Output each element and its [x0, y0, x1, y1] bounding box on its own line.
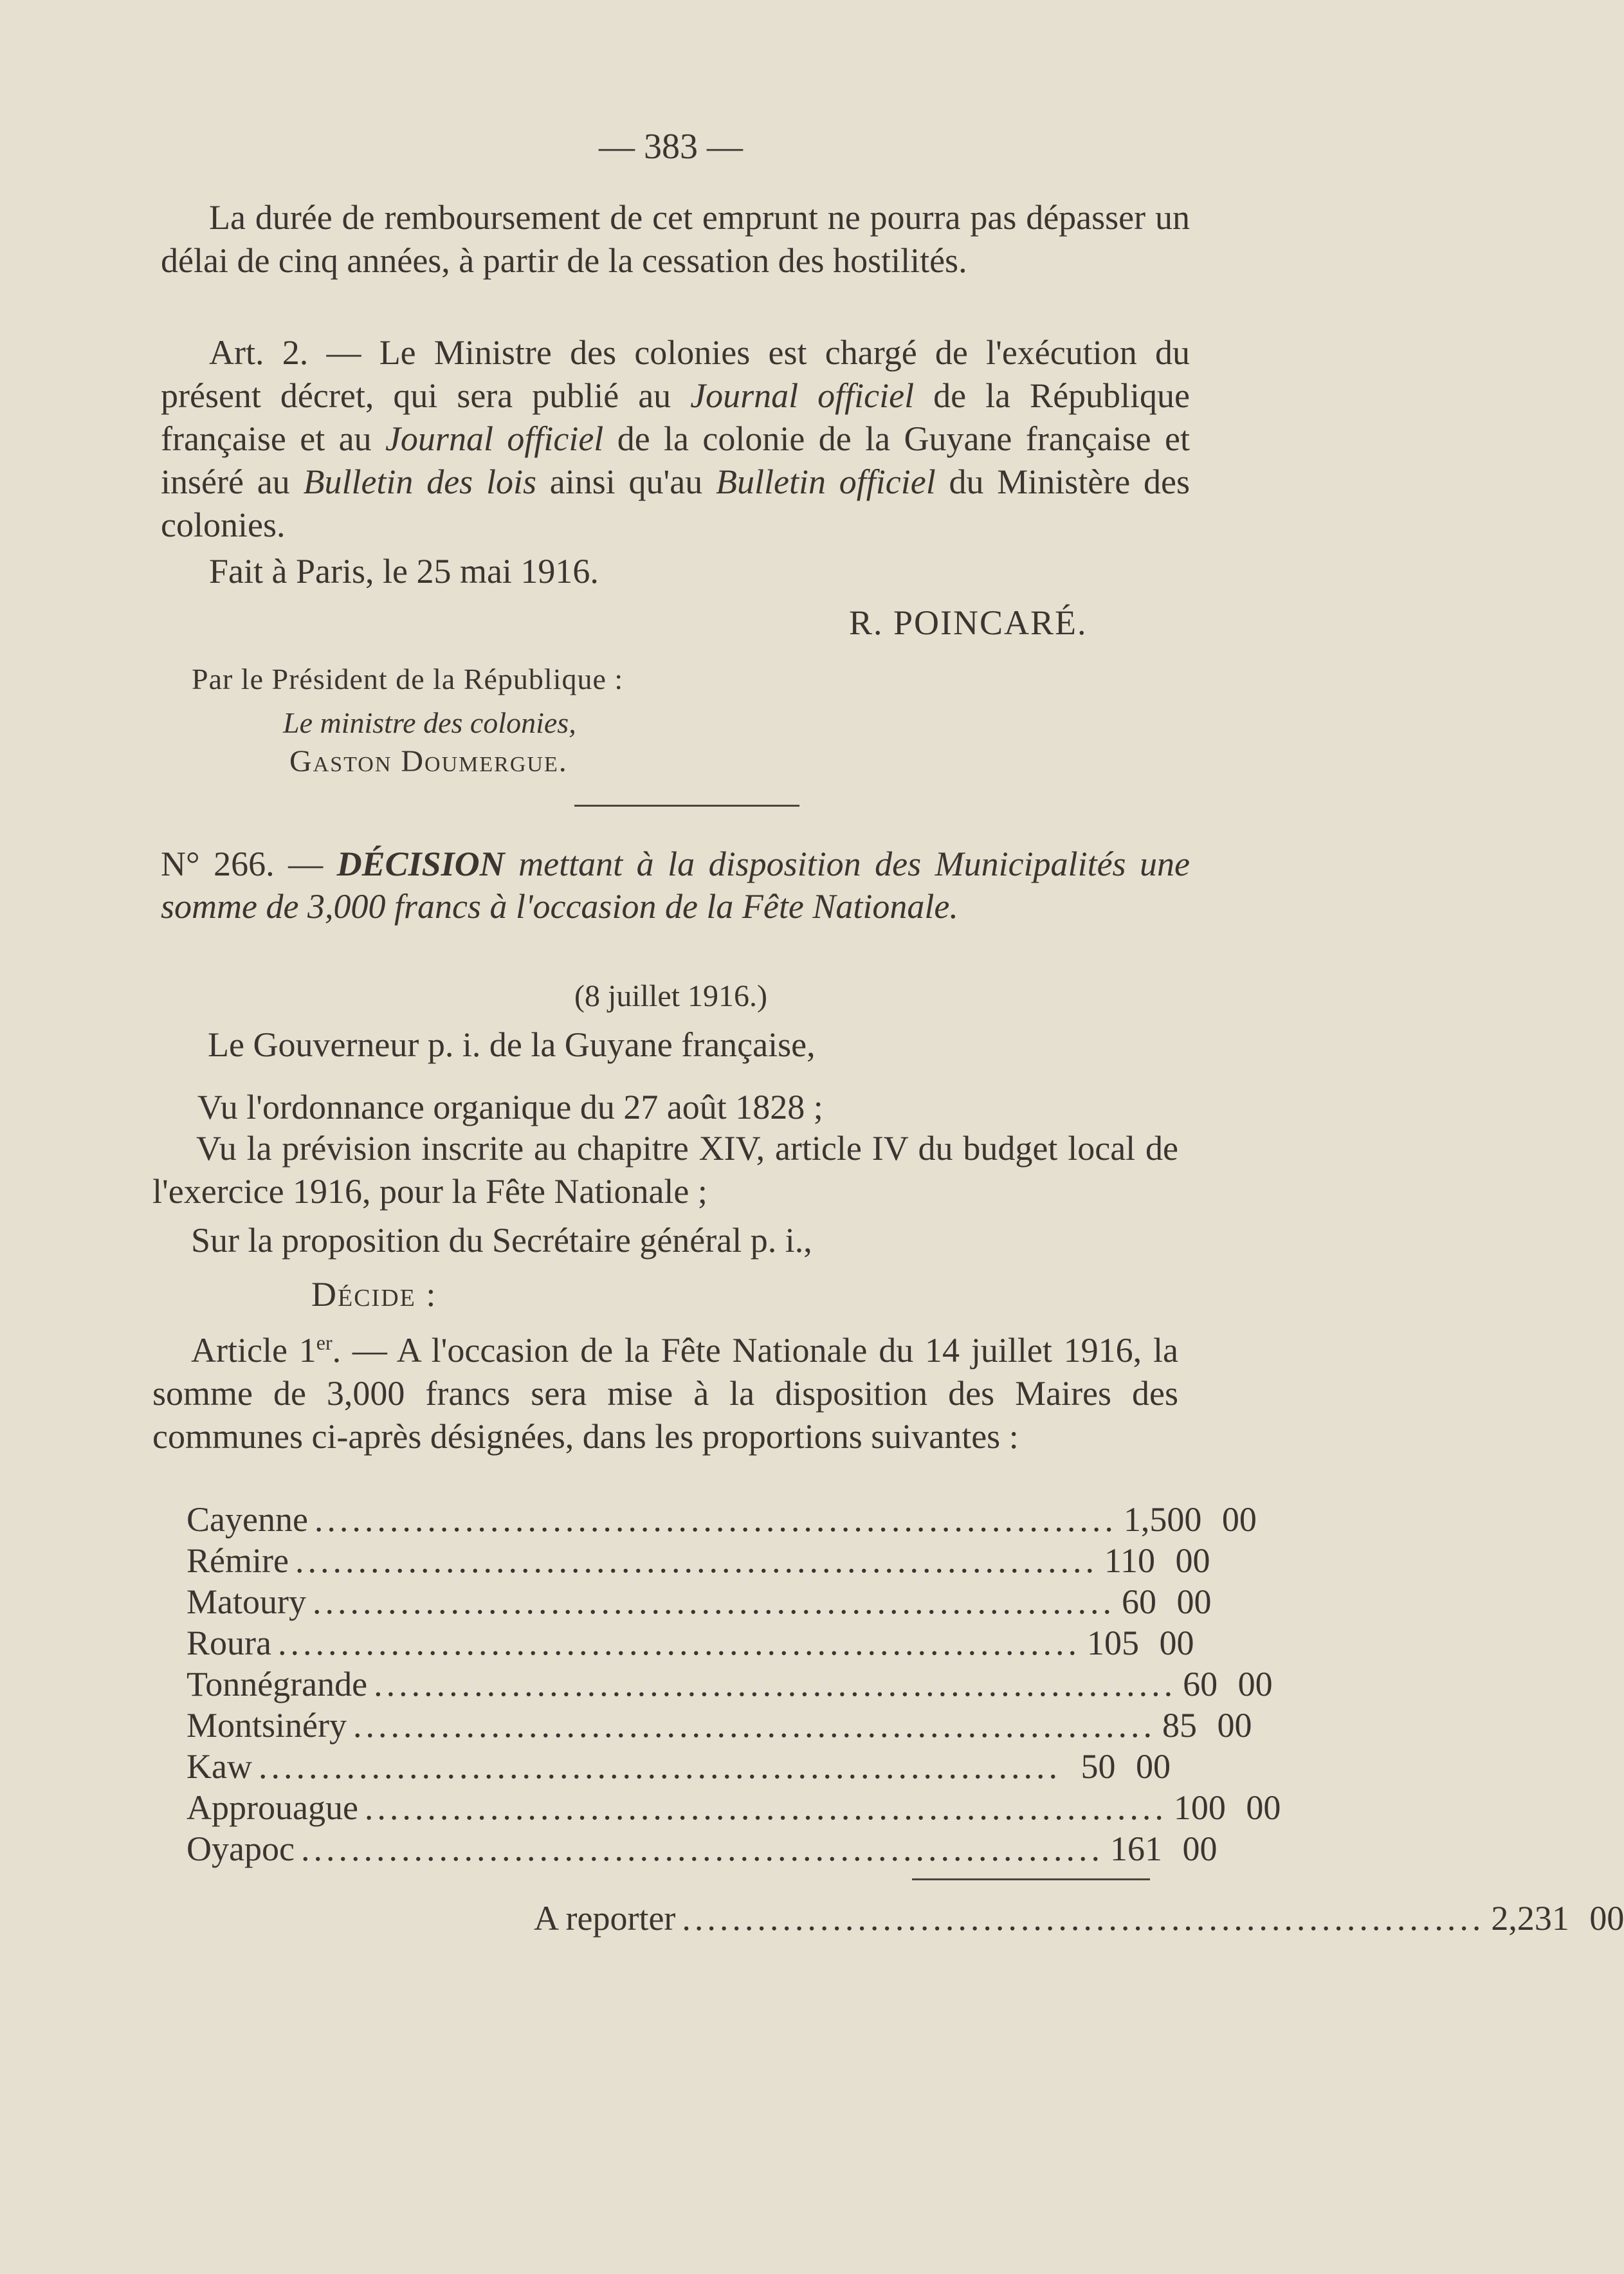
article-2-text: du Ministère des colonies. [161, 463, 1191, 544]
commune-amount: 105 00 [1086, 1624, 1194, 1662]
commune-name: Kaw [187, 1747, 252, 1786]
article-1-text: . — A l'occasion de la Fête Nationale du 14 juillet 1916, la somme de 3,000 francs sera mise à la disposition des Maires des communes ci-après désignées, dans les proportions suivantes : [152, 1331, 1178, 1456]
commune-name: Roura [187, 1624, 271, 1662]
par-le-president: Par le Président de la République : [192, 663, 624, 695]
commune-amount: 60 00 [1183, 1665, 1273, 1703]
article-2-text: de la colonie de la Guyane française et inséré au [161, 419, 1190, 501]
leader-dots: ................................................................ [277, 1624, 1081, 1662]
leader-dots: ................................................................ [374, 1665, 1177, 1703]
article-1-label: Article 1 [191, 1331, 316, 1370]
separator-rule [574, 805, 799, 807]
signature-doumergue: Gaston Doumergue. [289, 744, 568, 778]
commune-amount: 100 00 [1173, 1788, 1281, 1827]
vu-ordonnance: Vu l'ordonnance organique du 27 août 1828 ; [197, 1088, 823, 1126]
commune-row [187, 1499, 1257, 1540]
decision-date: (8 juillet 1916.) [574, 979, 767, 1013]
leader-dots: ................................................................ [353, 1706, 1156, 1745]
article-1 [152, 1321, 1178, 1458]
commune-name: Montsinéry [187, 1706, 347, 1745]
report-label: A reporter [534, 1899, 676, 1938]
le-ministre-des-colonies: Le ministre des colonies, [283, 706, 576, 739]
bulletin-des-lois-ref: Bulletin des lois [303, 463, 536, 501]
page-number: — 383 — [599, 127, 743, 167]
gouverneur-line: Le Gouverneur p. i. de la Guyane française, [208, 1025, 816, 1064]
article-2-text: ainsi qu'au [536, 463, 716, 501]
vu-prevision: Vu la prévision inscrite au chapitre XIV, article IV du budget local de l'exercice 1916, pour la Fête Nationale ; [152, 1129, 1178, 1211]
article-2-text: Art. 2. — Le Ministre des colonies est chargé de l'exécution du présent décret, qui sera publié au [161, 333, 1190, 415]
commune-row [187, 1705, 1252, 1746]
report-row [534, 1898, 1624, 1939]
commune-amount: 60 00 [1121, 1582, 1212, 1621]
leader-dots: ................................................................ [314, 1500, 1117, 1539]
previous-paragraph: La durée de remboursement de cet emprunt ne pourra pas dépasser un délai de cinq années, à partir de la cessation des hostilités. [161, 198, 1190, 280]
decision-number: N° 266. [161, 845, 275, 883]
sur-proposition: Sur la proposition du Secrétaire général p. i., [191, 1221, 812, 1260]
commune-row [187, 1746, 1171, 1787]
commune-name: Tonnégrande [187, 1665, 368, 1703]
journal-officiel-ref: Journal officiel [690, 376, 915, 415]
leader-dots: ................................................................ [364, 1788, 1167, 1827]
decide-label: Décide : [311, 1275, 437, 1314]
journal-officiel-colonie-ref: Journal officiel [385, 419, 604, 458]
commune-row [187, 1540, 1210, 1581]
decision-title: mettant à la disposition des Municipalités une somme de 3,000 francs à l'occasion de la Fête Nationale. [161, 845, 1191, 926]
article-1-superscript: er [316, 1331, 333, 1354]
article-2 [161, 331, 1190, 547]
decision-dash: — [274, 845, 337, 883]
commune-name: Oyapoc [187, 1829, 295, 1868]
date-place: Fait à Paris, le 25 mai 1916. [209, 552, 599, 591]
commune-amount: 50 00 [1081, 1747, 1171, 1786]
bulletin-officiel-ref: Bulletin officiel [716, 463, 936, 501]
commune-name: Rémire [187, 1541, 289, 1580]
commune-amount: 1,500 00 [1123, 1500, 1257, 1539]
commune-name: Cayenne [187, 1500, 308, 1539]
decision-heading [161, 843, 1190, 928]
commune-row [187, 1664, 1273, 1705]
leader-dots: ................................................................ [258, 1747, 1061, 1786]
commune-amount: 161 00 [1109, 1829, 1218, 1868]
commune-row [187, 1828, 1218, 1869]
leader-dots: ................................................................ [295, 1541, 1098, 1580]
report-amount: 2,231 00 [1491, 1899, 1624, 1938]
decision-label: DÉCISION [336, 845, 505, 883]
commune-name: Approuague [187, 1788, 358, 1827]
sum-rule [912, 1878, 1150, 1880]
signature-poincare: R. POINCARÉ. [849, 603, 1088, 642]
article-2-text: de la République française et au [161, 376, 1191, 458]
commune-row [187, 1787, 1281, 1828]
leader-dots: ................................................................ [312, 1582, 1115, 1621]
report-dots: ................................................................ [682, 1899, 1485, 1938]
commune-row [187, 1581, 1212, 1622]
commune-amount: 85 00 [1162, 1706, 1252, 1745]
leader-dots: ................................................................ [300, 1829, 1104, 1868]
commune-amount: 110 00 [1104, 1541, 1210, 1580]
commune-row [187, 1622, 1194, 1664]
commune-name: Matoury [187, 1582, 306, 1621]
